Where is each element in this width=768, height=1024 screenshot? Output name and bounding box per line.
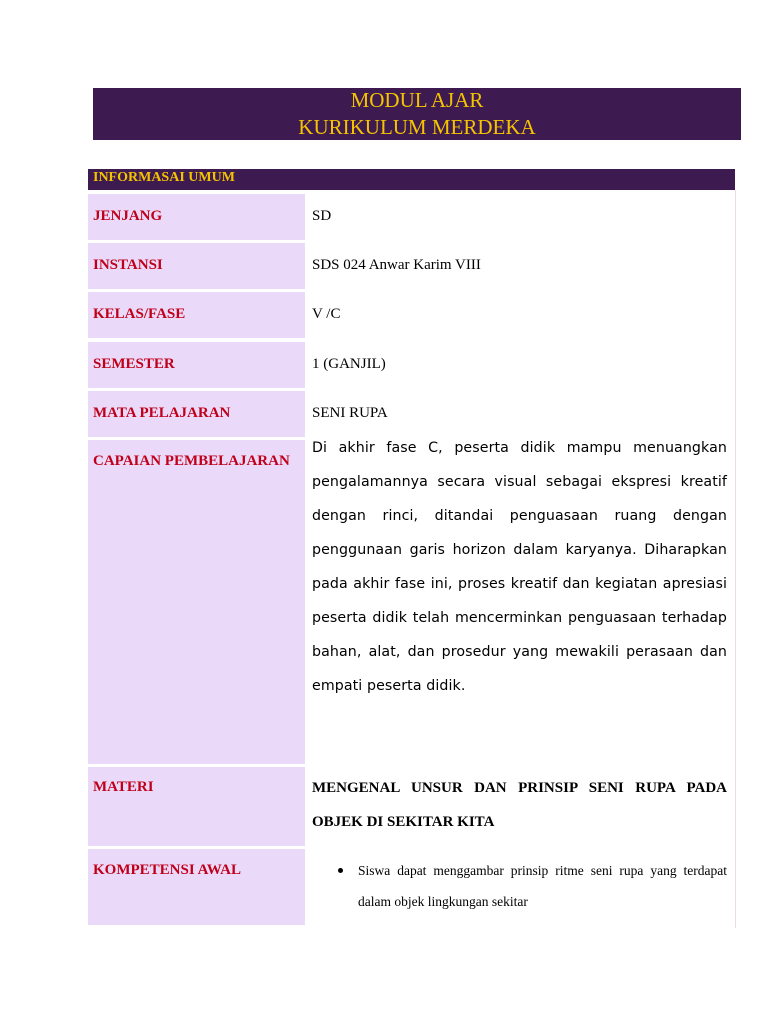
table-row bbox=[88, 342, 735, 388]
row-label-capaian-pembelajaran: CAPAIAN PEMBELAJARAN bbox=[88, 440, 305, 764]
row-label-kelas-fase: KELAS/FASE bbox=[88, 292, 305, 338]
row-label-instansi: INSTANSI bbox=[88, 243, 305, 289]
title-line-2: KURIKULUM MERDEKA bbox=[298, 115, 536, 139]
table-row bbox=[88, 194, 735, 240]
table-row bbox=[88, 849, 735, 925]
row-value-semester: 1 (GANJIL) bbox=[312, 356, 386, 372]
row-value-kompetensi-awal bbox=[312, 855, 727, 917]
bullet-icon bbox=[338, 868, 343, 873]
document-title bbox=[93, 88, 741, 140]
row-value-capaian-pembelajaran: Di akhir fase C, peserta didik mampu menuangkan pengalamannya secara visual sebagai ekspresi kreatif dengan rinci, ditandai penguasaan ruang dengan penggunaan garis horizon dalam karyanya. Diharapkan pada akhir fase ini, proses kreatif dan kegiatan apresiasi peserta didik telah mencerminkan penguasaan terhadap bahan, alat, dan prosedur yang mewakili perasaan dan empati peserta didik. bbox=[312, 440, 727, 694]
row-label-kompetensi-awal: KOMPETENSI AWAL bbox=[88, 849, 305, 925]
table-row bbox=[88, 767, 735, 846]
row-value-mata-pelajaran: SENI RUPA bbox=[312, 405, 388, 421]
kompetensi-list bbox=[312, 855, 727, 917]
row-label-materi: MATERI bbox=[88, 767, 305, 846]
section-header: INFORMASAI UMUM bbox=[88, 169, 735, 190]
table-row bbox=[88, 243, 735, 289]
table-row bbox=[88, 292, 735, 338]
table-right-border bbox=[735, 190, 736, 928]
row-label-mata-pelajaran: MATA PELAJARAN bbox=[88, 391, 305, 437]
row-value-kelas-fase: V /C bbox=[312, 306, 341, 322]
title-line-1: MODUL AJAR bbox=[350, 88, 484, 112]
row-value-materi: MENGENAL UNSUR DAN PRINSIP SENI RUPA PADA OBJEK DI SEKITAR KITA bbox=[312, 780, 727, 830]
row-value-instansi: SDS 024 Anwar Karim VIII bbox=[312, 257, 481, 273]
list-item-text: Siswa dapat menggambar prinsip ritme seni rupa yang terdapat dalam objek lingkungan sekitar bbox=[358, 863, 727, 909]
row-label-semester: SEMESTER bbox=[88, 342, 305, 388]
list-item bbox=[312, 855, 727, 917]
row-value-jenjang: SD bbox=[312, 208, 332, 224]
table-row bbox=[88, 440, 735, 764]
row-label-jenjang: JENJANG bbox=[88, 194, 305, 240]
